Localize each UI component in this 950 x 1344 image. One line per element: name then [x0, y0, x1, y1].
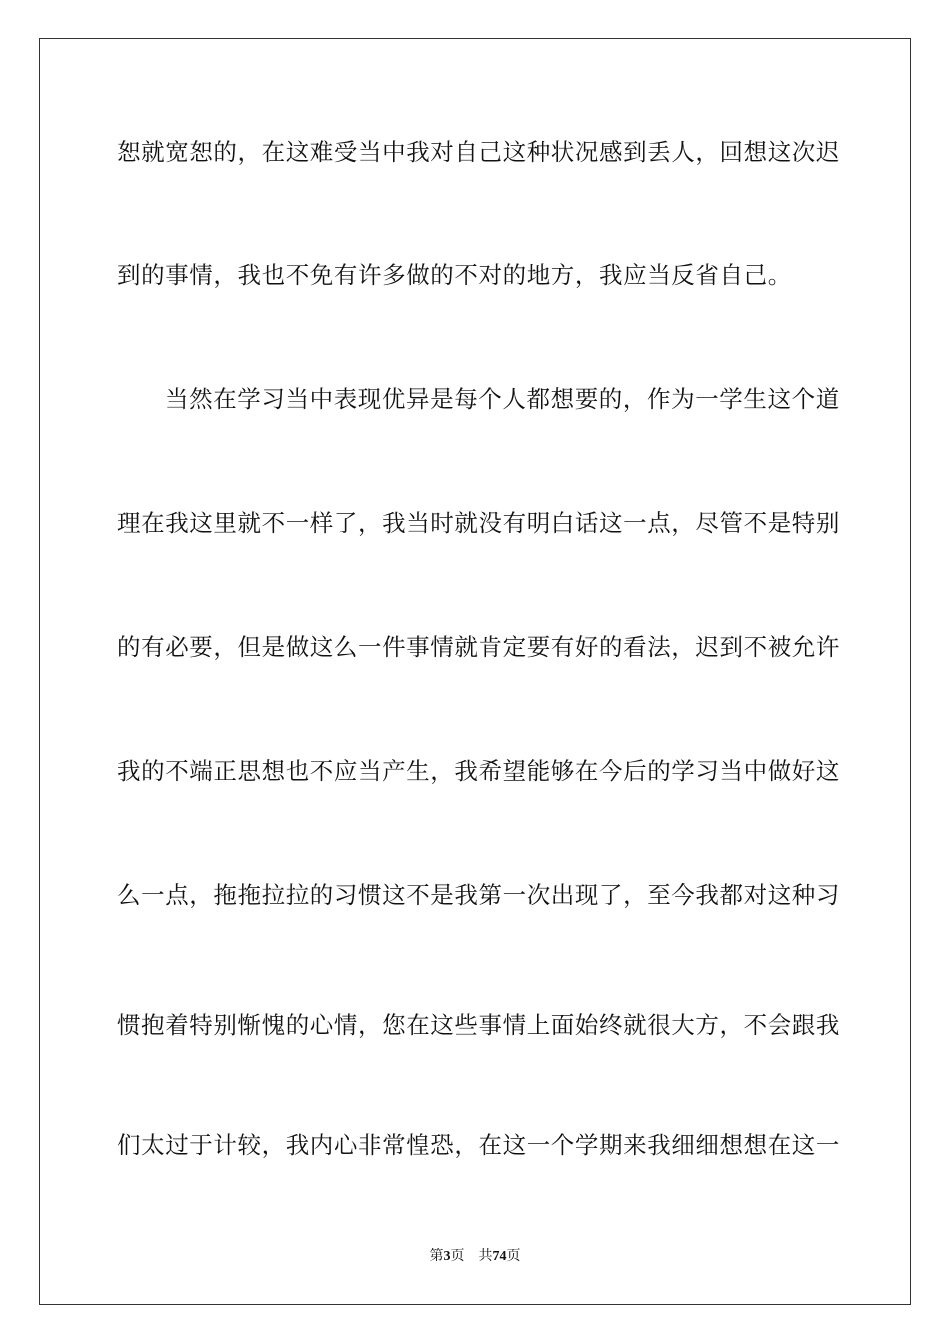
page-border: [39, 38, 911, 1305]
paragraph-line-6: 惯抱着特别惭愧的心情，您在这些事情上面始终就很大方，不会跟我: [117, 1011, 840, 1039]
page-number: 3: [443, 1249, 451, 1264]
total-pages: 74: [492, 1249, 507, 1264]
body-line-1: 恕就宽恕的，在这难受当中我对自己这种状况感到丢人，回想这次迟: [117, 138, 840, 166]
paragraph-line-1: 当然在学习当中表现优异是每个人都想要的，作为一学生这个道: [165, 385, 840, 413]
paragraph-line-2: 理在我这里就不一样了，我当时就没有明白话这一点，尽管不是特别: [117, 509, 840, 537]
page-footer: [0, 1247, 950, 1266]
total-suffix: 页: [506, 1248, 521, 1264]
paragraph-line-3: 的有必要，但是做这么一件事情就肯定要有好的看法，迟到不被允许: [117, 633, 840, 661]
paragraph-line-5: 么一点，拖拖拉拉的习惯这不是我第一次出现了，至今我都对这种习: [117, 881, 840, 909]
paragraph-line-4: 我的不端正思想也不应当产生，我希望能够在今后的学习当中做好这: [117, 757, 840, 785]
page-prefix: 第: [429, 1248, 444, 1264]
body-line-2: 到的事情，我也不免有许多做的不对的地方，我应当反省自己。: [117, 261, 792, 289]
total-prefix: 共: [478, 1248, 493, 1264]
paragraph-line-7: 们太过于计较，我内心非常惶恐，在这一个学期来我细细想想在这一: [117, 1131, 840, 1159]
page-suffix: 页: [450, 1248, 465, 1264]
